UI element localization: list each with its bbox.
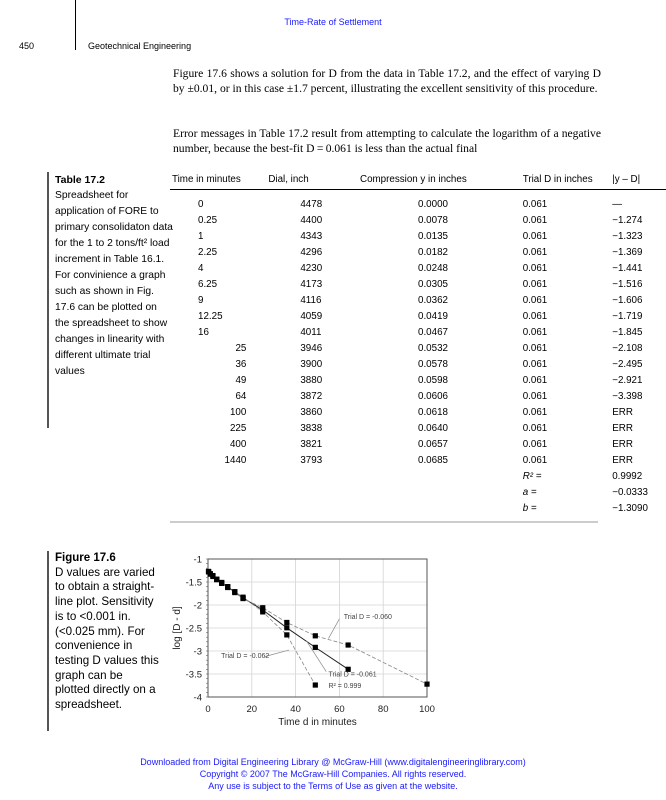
stats-row (170, 468, 666, 484)
table-cell: 0.0606 (418, 390, 448, 402)
data-point (284, 625, 289, 630)
table-cell: ERR (612, 454, 633, 466)
x-tick-label: 0 (205, 704, 211, 715)
data-point (284, 632, 289, 637)
table-bottom-rule (170, 521, 598, 523)
y-tick-label: -4 (193, 692, 202, 704)
table-cell: 0.061 (522, 310, 548, 322)
table-cell: 0.0685 (418, 454, 448, 466)
table-cell: 0.061 (522, 422, 548, 434)
figure-caption (47, 551, 159, 731)
annotation-label: Trial D = -0.060 (343, 613, 392, 621)
table-header-row (170, 172, 666, 190)
table-cell: 0.25 (198, 214, 218, 226)
table-cell: 0.0618 (418, 406, 448, 418)
y-axis-label: log [D - d] (172, 606, 183, 650)
table-cell: −1.323 (612, 230, 643, 242)
x-axis-label: Time d in minutes (278, 717, 357, 728)
table-cell: 3838 (300, 422, 323, 434)
table-cell: 0.0657 (418, 438, 448, 450)
table-cell: 0.0467 (418, 326, 448, 338)
annotation-label: R² = 0.999 (328, 682, 362, 690)
table-cell: −1.606 (612, 294, 643, 306)
x-tick-label: 100 (419, 704, 435, 715)
data-point (424, 682, 429, 687)
table-cell: 4400 (300, 214, 323, 226)
stat-label: R² = (522, 470, 542, 482)
table-cell: −3.398 (612, 390, 643, 402)
table-cell: ERR (612, 422, 633, 434)
table-cell: 0.061 (522, 198, 548, 210)
table-cell: −1.845 (612, 326, 643, 338)
table-cell: 4 (198, 262, 204, 274)
table-cell: 0.061 (522, 230, 548, 242)
table-cell: 0.061 (522, 342, 548, 354)
x-tick-label: 20 (246, 704, 258, 715)
table-cell: 4173 (300, 278, 323, 290)
data-point (284, 620, 289, 625)
table-cell: 9 (198, 294, 204, 306)
header-divider (75, 0, 76, 50)
table-row (170, 372, 666, 388)
page-number: 450 (19, 41, 35, 51)
table-cell: 12.25 (198, 310, 223, 322)
table-cell: 0.0248 (418, 262, 448, 274)
book-title: Geotechnical Engineering (88, 41, 192, 51)
table-cell: 0.0305 (418, 278, 448, 290)
table-cell: 2.25 (198, 246, 218, 258)
table-cell: 3821 (300, 438, 323, 450)
table-cell: 0.061 (522, 374, 548, 386)
table-row (170, 212, 666, 228)
table-row (170, 356, 666, 372)
x-tick-label: 40 (290, 704, 301, 715)
chart-axes (172, 555, 435, 729)
table-cell: 0.0135 (418, 230, 448, 242)
table-cell: −1.274 (612, 214, 643, 226)
header-difference: |y – D| (610, 172, 666, 190)
running-title: Time-Rate of Settlement (284, 17, 382, 27)
table-row (170, 228, 666, 244)
data-point (260, 609, 265, 614)
header-dial: Dial, inch (266, 172, 358, 190)
table-cell: ERR (612, 438, 633, 450)
y-tick-label: -2 (193, 600, 202, 612)
table-cell: 3880 (300, 374, 323, 386)
table-cell: 0.0578 (418, 358, 448, 370)
annotation-leader (328, 619, 339, 639)
table-cell: −2.108 (612, 342, 643, 354)
table-row (170, 436, 666, 452)
table-cell: 0.0419 (418, 310, 448, 322)
table-cell: 0.061 (522, 454, 548, 466)
table-cell: 0.0640 (418, 422, 448, 434)
y-tick-label: -2.5 (185, 623, 202, 635)
header-time: Time in minutes (170, 172, 266, 190)
table-cell: 4011 (300, 326, 322, 338)
table-cell: 6.25 (198, 278, 218, 290)
figure-caption-text: D values are varied to obtain a straight-line plot. Sensitivity is to <0.001 in. (<0.025 mm). For convenience in testing D values this graph can be plotted directly on a spreadsheet. (55, 565, 159, 712)
y-tick-label: -1 (193, 554, 202, 566)
annotation-label: Trial D = -0.061 (328, 671, 377, 679)
table-cell: 0.0182 (418, 246, 448, 258)
table-row (170, 324, 666, 340)
table-cell: 4059 (300, 310, 323, 322)
table-cell: 1440 (224, 454, 247, 466)
chart-grid (208, 559, 427, 697)
table-cell: 400 (229, 438, 247, 450)
table-cell: 0.0532 (418, 342, 448, 354)
data-point (313, 645, 318, 650)
table-cell: 3900 (300, 358, 323, 370)
table-cell: 64 (235, 390, 247, 402)
stat-value: 0.9992 (612, 470, 643, 482)
table-cell: 0.061 (522, 358, 548, 370)
stats-row (170, 500, 666, 516)
table-cell: 3793 (300, 454, 323, 466)
table-row (170, 452, 666, 468)
table-row (170, 420, 666, 436)
table-cell: — (612, 198, 623, 210)
table-cell: 0.0362 (418, 294, 448, 306)
data-point (214, 577, 219, 582)
footer-line-3: Any use is subject to the Terms of Use as given at the website. (208, 781, 458, 791)
table-row (170, 404, 666, 420)
table-cell: 49 (235, 374, 247, 386)
table-cell: 0.061 (522, 262, 548, 274)
data-point (232, 589, 237, 594)
header-compression: Compression y in inches (358, 172, 521, 190)
table-cell: 0.0078 (418, 214, 448, 226)
log-plot-chart (160, 548, 450, 738)
table-cell: 3872 (300, 390, 323, 402)
table-cell: 0.0000 (418, 198, 448, 210)
table-cell: 0.061 (522, 438, 548, 450)
x-tick-label: 60 (334, 704, 345, 715)
table-cell: 0.061 (522, 278, 548, 290)
table-cell: 4343 (300, 230, 323, 242)
table-cell: 4230 (300, 262, 323, 274)
table-cell: 16 (198, 326, 209, 338)
y-tick-label: -3.5 (185, 669, 202, 681)
figure-caption-title: Figure 17.6 (55, 552, 116, 564)
table-cell: 0 (198, 198, 204, 210)
x-tick-label: 80 (377, 704, 389, 715)
footer-line-1: Downloaded from Digital Engineering Library @ McGraw-Hill (www.digitalengineeringlibrary.com) (140, 757, 526, 767)
table-cell: 25 (235, 342, 247, 354)
table-row (170, 308, 666, 324)
data-point (225, 584, 230, 589)
stat-value: −1.3090 (612, 502, 648, 514)
data-point (313, 682, 318, 687)
table-cell: 0.061 (522, 406, 548, 418)
table-cell: −1.441 (612, 262, 643, 274)
table-cell: −2.921 (612, 374, 643, 386)
data-table (170, 172, 666, 516)
footer (0, 756, 666, 792)
table-caption-text: Spreadsheet for application of FORE to primary consolidaton data for the 1 to 2 tons/ft² load increment in Table 16.1. For convinience a graph such as shown in Fig. 17.6 can be plotted on the spreadsheet to show changes in linearity with different ultimate trial values (55, 190, 173, 377)
table-cell: 3860 (300, 406, 323, 418)
y-tick-label: -3 (193, 646, 202, 658)
stat-label: a = (522, 486, 537, 498)
table-row (170, 276, 666, 292)
table-cell: 1 (198, 230, 204, 242)
table-caption (47, 172, 173, 428)
table-cell: 4478 (300, 198, 323, 210)
footer-line-2: Copyright © 2007 The McGraw-Hill Companies. All rights reserved. (199, 769, 467, 779)
body-paragraph-2: Error messages in Table 17.2 result from attempting to calculate the logarithm of a negative number, because the best-fit D = 0.061 is less than the actual final (173, 127, 601, 155)
table-cell: 100 (229, 406, 247, 418)
table-cell: 0.0598 (418, 374, 448, 386)
table-cell: 0.061 (522, 214, 548, 226)
stat-value: −0.0333 (612, 486, 648, 498)
data-point (219, 580, 224, 585)
table-row (170, 388, 666, 404)
table-cell: 0.061 (522, 294, 548, 306)
stat-label: b = (522, 502, 537, 514)
table-cell: 3946 (300, 342, 323, 354)
chart-annotations (221, 614, 392, 690)
header-trial-d: Trial D in inches (521, 172, 611, 190)
table-row (170, 340, 666, 356)
body-paragraph-1: Figure 17.6 shows a solution for D from the data in Table 17.2, and the effect of varying D by ±0.01, or in this case ±1.7 percent, illustrating the excellent sensitivity of this procedure. (173, 67, 601, 95)
y-tick-label: -1.5 (185, 577, 202, 589)
table-row (170, 292, 666, 308)
table-cell: 4296 (300, 246, 323, 258)
stats-row (170, 484, 666, 500)
table-cell: 4116 (300, 294, 322, 306)
table-cell: −1.369 (612, 246, 643, 258)
data-point (346, 642, 351, 647)
data-point (240, 595, 245, 600)
annotation-label: Trial D = -0.062 (221, 652, 270, 660)
table-row (170, 260, 666, 276)
table-cell: ERR (612, 406, 633, 418)
data-point (313, 633, 318, 638)
table-cell: −1.516 (612, 278, 643, 290)
table-cell: 0.061 (522, 326, 548, 338)
table-cell: −2.495 (612, 358, 643, 370)
table-body (170, 190, 666, 517)
table-cell: 36 (235, 358, 247, 370)
table-row (170, 190, 666, 213)
table-cell: −1.719 (612, 310, 643, 322)
table-cell: 225 (229, 422, 247, 434)
table-cell: 0.061 (522, 246, 548, 258)
table-row (170, 244, 666, 260)
table-caption-title: Table 17.2 (55, 174, 105, 186)
table-cell: 0.061 (522, 390, 548, 402)
